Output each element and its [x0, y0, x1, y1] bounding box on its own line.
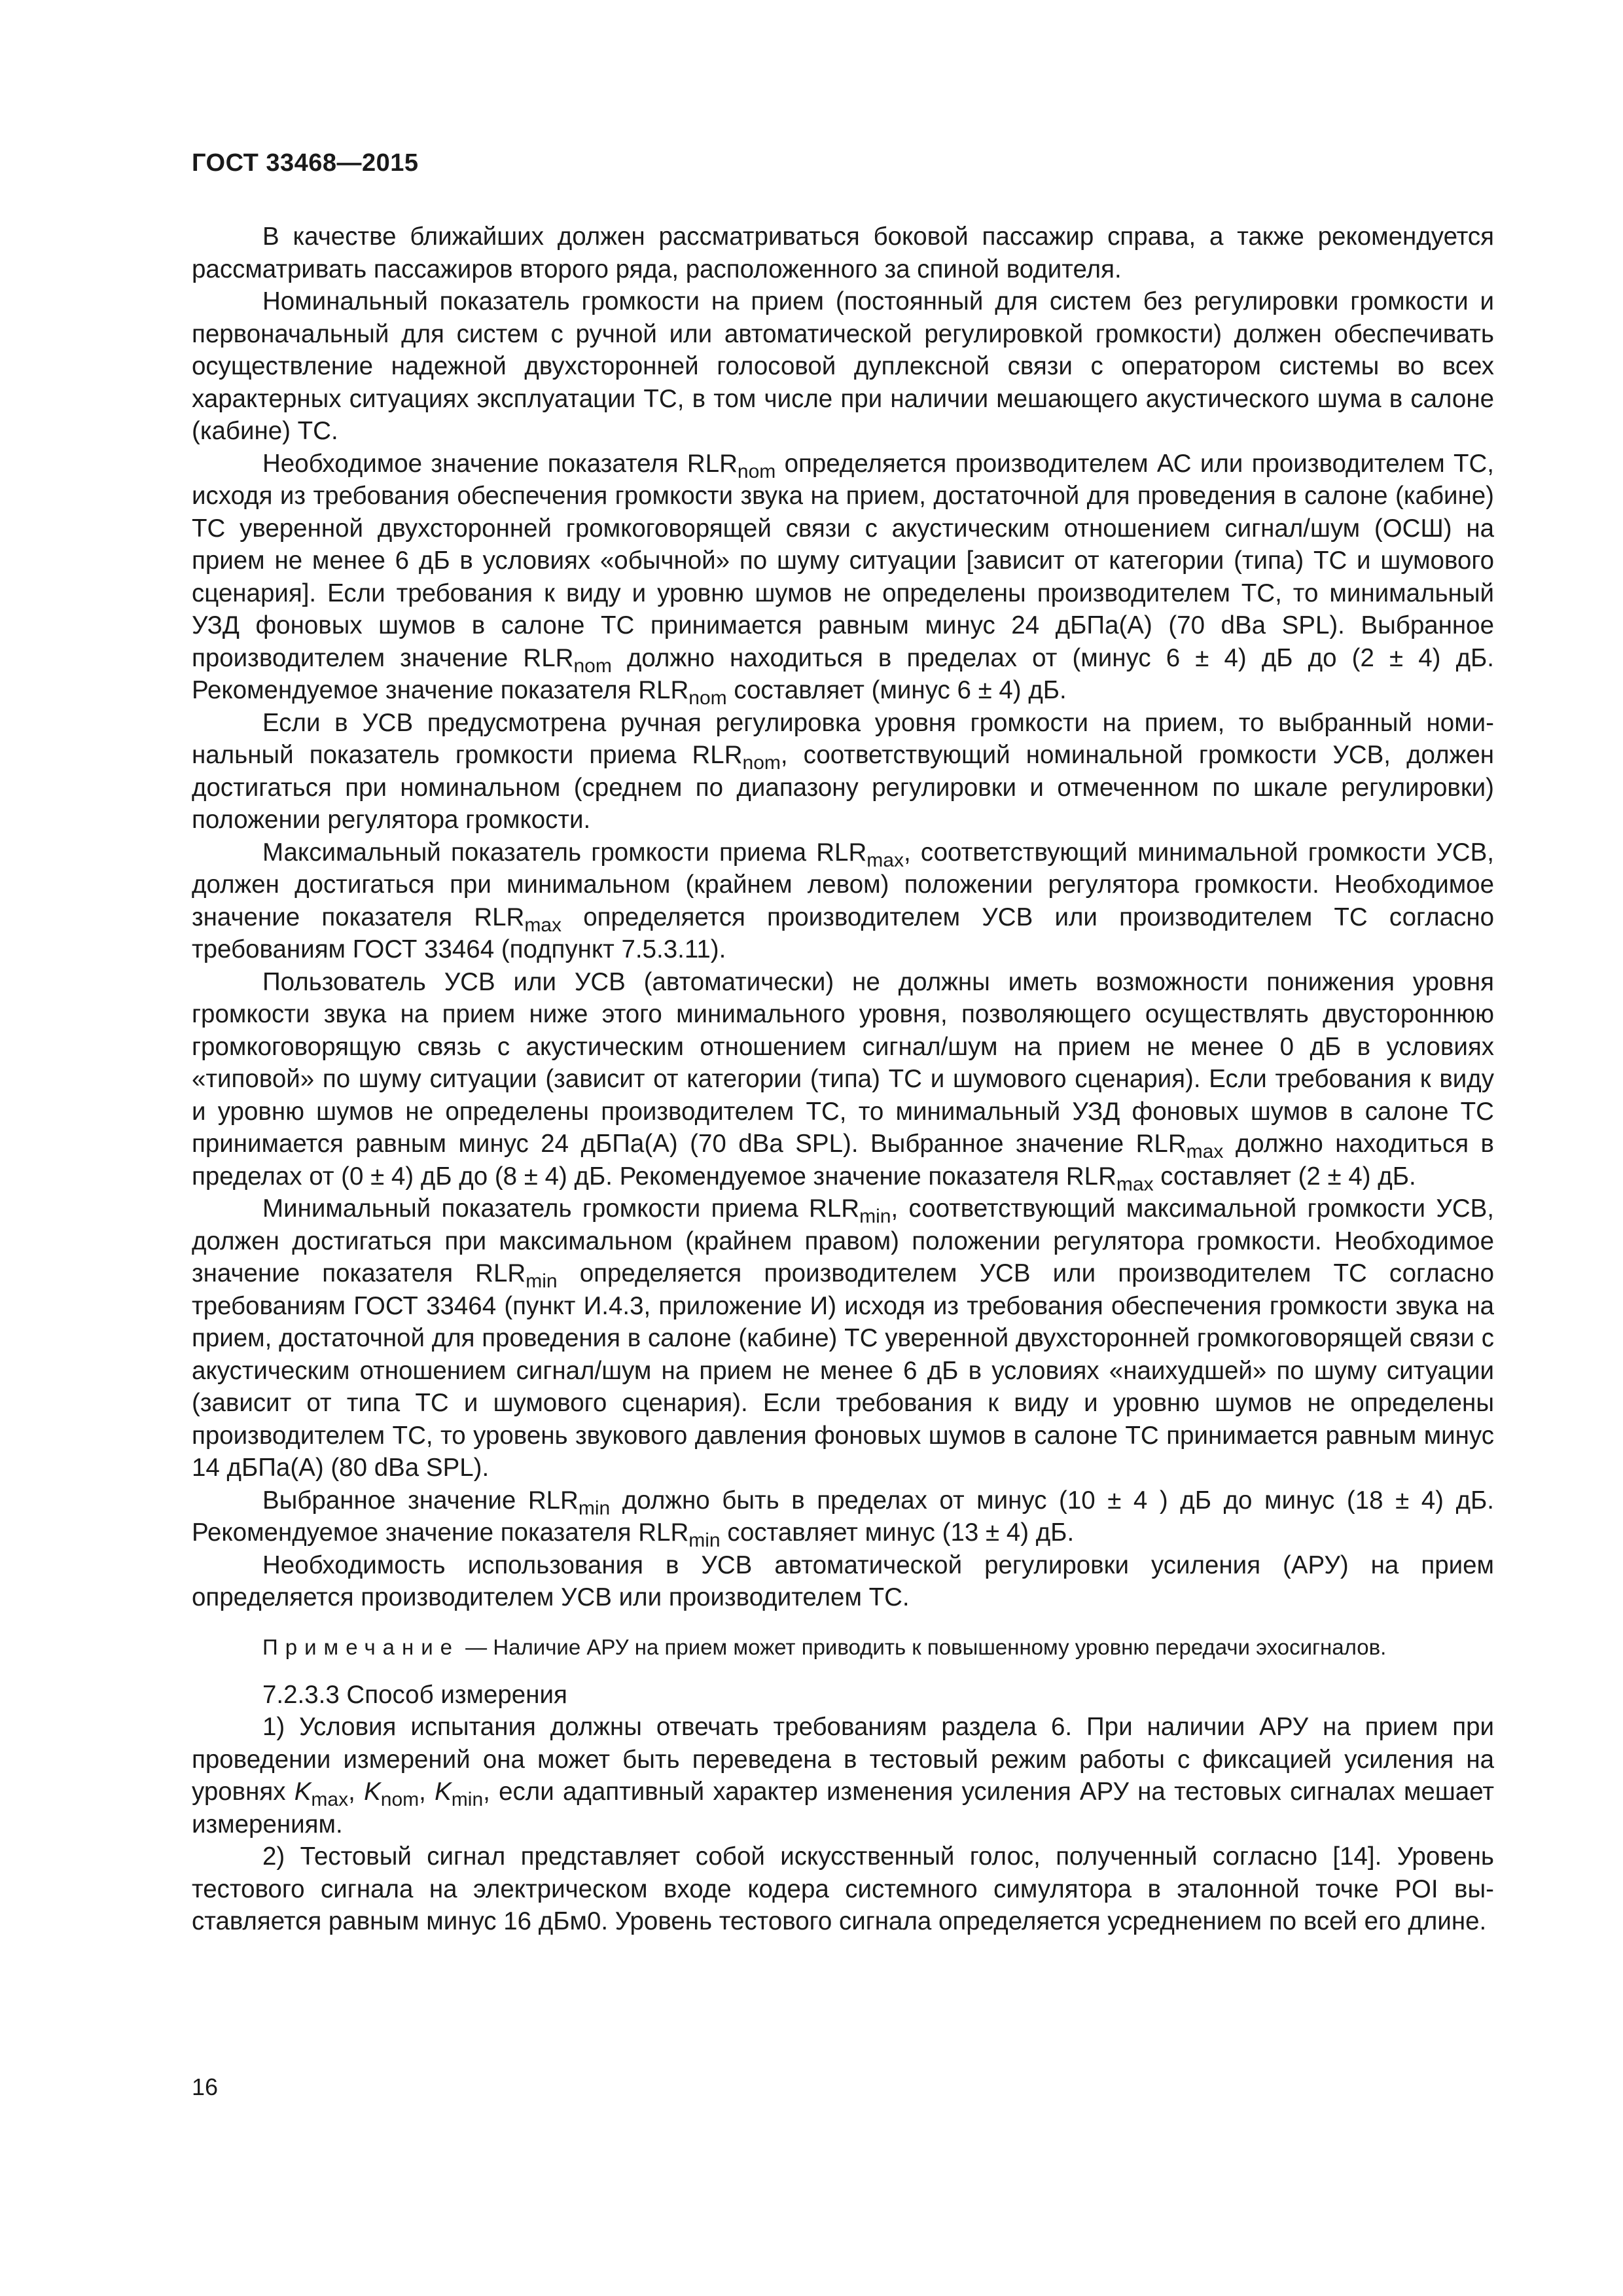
- subscript: nom: [688, 687, 727, 709]
- note-text: — Наличие АРУ на прием может приводить к повышенному уровню передачи эхосигналов.: [459, 1634, 1387, 1659]
- document-body: [192, 221, 1494, 1938]
- note: [192, 1632, 1494, 1662]
- subscript: max: [866, 849, 904, 871]
- paragraph: Выбранное значение $RLR_{min}$ должно быть в пределах от минус (10 ± 4 ) дБ до минус (18 ± 4) дБ. Рекомендуемое значение показателя $RLR_{min}$ составляет минус (13 ± 4) дБ.: [192, 1486, 1494, 1551]
- subsection-heading: 7.2.3.3 Способ измерения: [262, 1680, 567, 1709]
- document-header: ГОСТ 33468—2015: [192, 149, 419, 177]
- paragraph: Номинальный показатель громкости на прием (постоянный для систем без регулировки громкости и первоначальный для систем с ручной или автоматической регулировкой громкости) должен обеспечивать осуществление надежной двухсторонней голосовой дуплексной связи с оператором системы во всех характерных ситуациях эксплуатации ТС, в том числе при наличии мешающего акустического шума в салоне (кабине) ТС.: [192, 287, 1494, 445]
- subscript: max: [524, 914, 562, 936]
- subscript: max: [1186, 1141, 1224, 1162]
- list-item: 2) Тестовый сигнал представляет собой искусственный голос, полученный согласно [14]. Уровень тестового сигнала на электрическом входе кодера системного симулятора в эталонной точке POI выставляется равным минус 16 дБм0. Уровень тестового сигнала определяется усреднением по всей его длине.: [192, 1842, 1494, 1935]
- list-item: 1) Условия испытания должны отвечать требованиям раздела 6. При наличии АРУ на прием при проведении измерений она может быть переведена в тестовый режим работы с фиксацией усиления на уровнях $K_{max}$, $K_{nom}$, $K_{min}$, если адаптивный характер изменения усиления АРУ на тестовых сигналах мешает измерениям.: [192, 1713, 1494, 1839]
- paragraph: Минимальный показатель громкости приема $RLR_{min}$, соответствующий максимальной громкости УСВ, должен достигаться при максимальном (крайнем правом) положении регулятора громкости. Необходимое значение показателя $RLR_{min}$ определяется производителем УСВ или производителем ТС согласно требованиям ГОСТ 33464 (пункт И.4.3, приложение И) исходя из требования обеспечения громкости звука на прием, достаточной для проведения в салоне (кабине) ТС уверенной двухсторонней громкоговорящей связи с акустическим отношением сигнал/шум на прием не менее 6 дБ в условиях «наихудшей» по шуму ситуации (зависит от типа ТС и шумового сценария). Если требования к виду и уровню шумов не определены производителем ТС, то уровень звукового давления фоновых шумов в салоне ТС принимается равным минус 14 дБПа(А) (80 dBa SPL).: [192, 1194, 1495, 1482]
- paragraph: В качестве ближайших должен рассматриваться боковой пассажир справа, а также рекомендуется рассматривать пассажиров второго ряда, расположенного за спиной водителя.: [192, 223, 1494, 283]
- subscript: nom: [742, 752, 781, 774]
- subscript: min: [859, 1206, 891, 1227]
- paragraph: Максимальный показатель громкости приема $RLR_{max}$, соответствующий минимальной громкости УСВ, должен достигаться при минимальном (крайнем левом) положении регулятора громкости. Необходимое значение показателя $RLR_{max}$ определяется производителем УСВ или производителем ТС согласно требованиям ГОСТ 33464 (подпункт 7.5.3.11).: [192, 838, 1494, 963]
- note-label: Примечание: [262, 1634, 460, 1659]
- subscript: max: [311, 1789, 349, 1810]
- paragraph: Если в УСВ предусмотрена ручная регулировка уровня громкости на прием, то выбранный номинальный показатель громкости приема $RLR_{nom}$, соответствующий номинальной громкости УСВ, должен достигаться при номинальном (среднем по диапазону регулировки и отмеченном по шкале регулировки) положении регулятора громкости.: [192, 708, 1494, 834]
- paragraph: Необходимость использования в УСВ автоматической регулировки усиления (АРУ) на прием определяется производителем УСВ или производителем ТС.: [192, 1551, 1494, 1611]
- subscript: min: [688, 1530, 721, 1551]
- subscript: nom: [573, 655, 612, 677]
- subscript: min: [451, 1789, 484, 1810]
- paragraph: Необходимое значение показателя $RLR_{nom}$ определяется производителем АС или производителем ТС, исходя из требования обеспечения громкости звука на прием, достаточной для проведения в салоне (кабине) ТС уверенной двухсторонней громкоговорящей связи с акустическим отношением сигнал/шум (ОСШ) на прием не менее 6 дБ в условиях «обычной» по шуму ситуации [зависит от категории (типа) ТС и шумового сценария]. Если требования к виду и уровню шумов не определены производителем ТС, то минимальный УЗД фоновых шумов в салоне ТС принимается равным минус 24 дБПа(А) (70 dBa SPL). Выбранное производителем значение $RLR_{nom}$ должно находиться в пределах от (минус 6 ± 4) дБ до (2 ± 4) дБ. Рекомендуемое значение показателя $RLR_{nom}$ составляет (минус 6 ± 4) дБ.: [192, 449, 1495, 709]
- subscript: nom: [737, 460, 776, 482]
- page-number: 16: [192, 2073, 219, 2100]
- subscript: min: [578, 1497, 611, 1519]
- subscript: max: [1116, 1173, 1154, 1195]
- paragraph: Пользователь УСВ или УСВ (автоматически) не должны иметь возможности понижения уровня громкости звука на прием ниже этого минимального уровня, позволяющего осуществлять двустороннюю громкоговорящую связь с акустическим отношением сигнал/шум на прием не менее 0 дБ в условиях «типовой» по шуму ситуации (зависит от категории (типа) ТС и шумового сценария). Если требования к виду и уровню шумов не определены производителем ТС, то минимальный УЗД фоновых шумов в салоне ТС принимается равным минус 24 дБПа(А) (70 dBa SPL). Выбранное значение $RLR_{max}$ должно находиться в пределах от (0 ± 4) дБ до (8 ± 4) дБ. Рекомендуемое значение показателя $RLR_{max}$ составляет (2 ± 4) дБ.: [192, 967, 1494, 1195]
- subscript: min: [526, 1270, 558, 1292]
- subscript: nom: [380, 1789, 419, 1810]
